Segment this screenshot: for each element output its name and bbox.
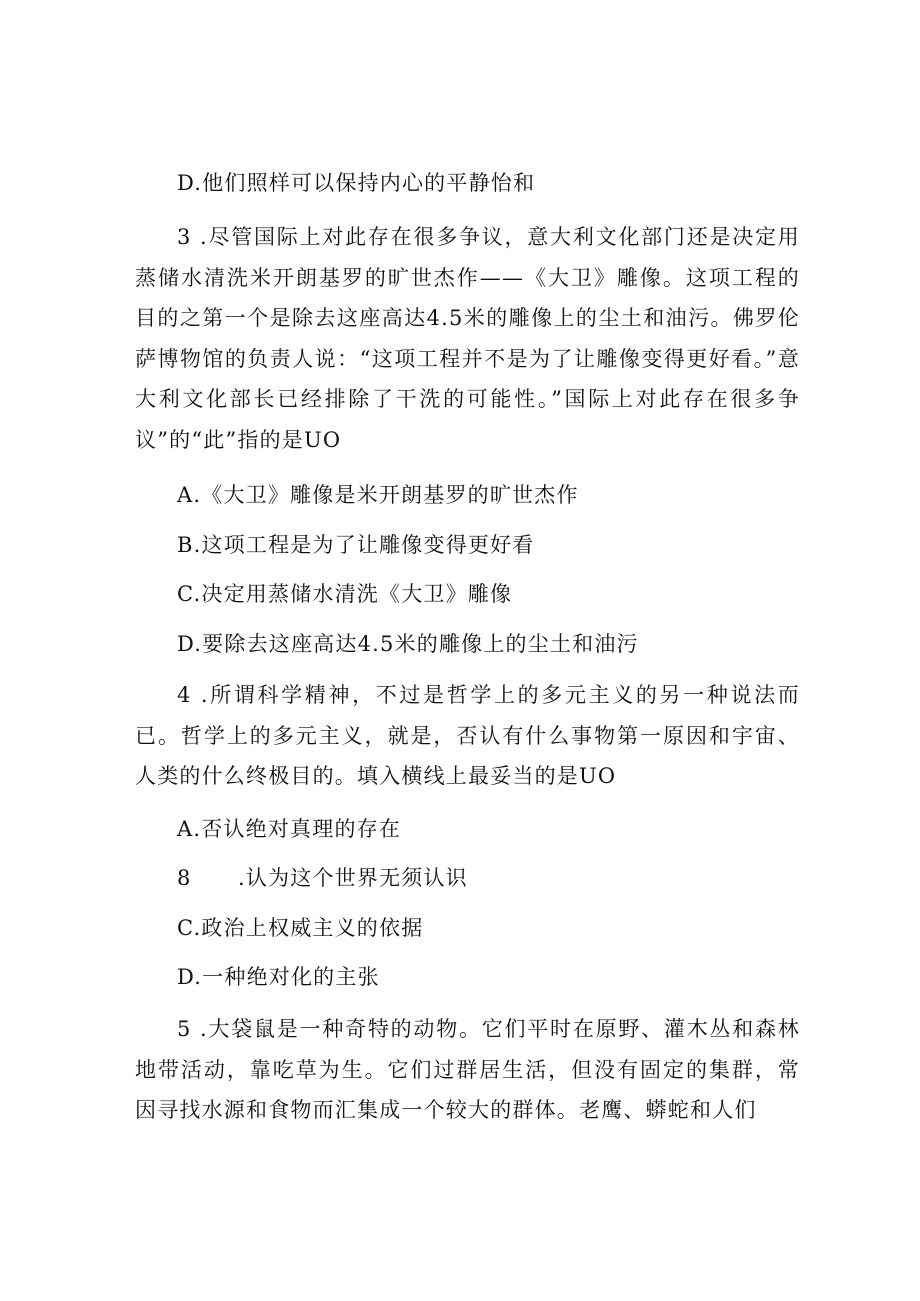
q2-option-d: D.他们照样可以保持内心的平静怡和 bbox=[177, 171, 536, 195]
q4-option-d: D.一种绝对化的主张 bbox=[177, 965, 380, 989]
q3-option-b: B.这项工程是为了让雕像变得更好看 bbox=[177, 533, 535, 557]
q4-option-a: A.否认绝对真理的存在 bbox=[177, 817, 402, 841]
q4-stem: 4 .所谓科学精神，不过是哲学上的多元主义的另一种说法而已。哲学上的多元主义，就是，否认有什么事物第一原因和宇宙、人类的什么终极目的。填入横线上最妥当的是UO bbox=[135, 683, 800, 788]
q4-option-b-text: .认为这个世界无须认识 bbox=[238, 866, 468, 890]
q4-option-b-number: 8 bbox=[177, 866, 191, 890]
q4-option-c: C.政治上权威主义的依据 bbox=[177, 916, 424, 940]
q3-option-a: A.《大卫》雕像是米开朗基罗的旷世杰作 bbox=[177, 483, 579, 507]
q3-stem: 3 .尽管国际上对此存在很多争议，意大利文化部门还是决定用蒸储水清洗米开朗基罗的旷世杰作——《大卫》雕像。这项工程的目的之第一个是除去这座高达4.5米的雕像上的尘土和油污。佛罗伦萨博物馆的负责人说：“这项工程并不是为了让雕像变得更好看。”意大利文化部长已经排除了干洗的可能性。”国际上对此存在很多争议”的“此”指的是UO bbox=[135, 225, 800, 452]
q5-stem: 5 .大袋鼠是一种奇特的动物。它们平时在原野、灌木丛和森林地带活动，靠吃草为生。它们过群居生活，但没有固定的集群，常因寻找水源和食物而汇集成一个较大的群体。老鹰、蟒蛇和人们 bbox=[135, 1017, 800, 1122]
q3-option-c: C.决定用蒸储水清洗《大卫》雕像 bbox=[177, 582, 513, 606]
q3-option-d: D.要除去这座高达4.5米的雕像上的尘土和油污 bbox=[177, 632, 639, 656]
